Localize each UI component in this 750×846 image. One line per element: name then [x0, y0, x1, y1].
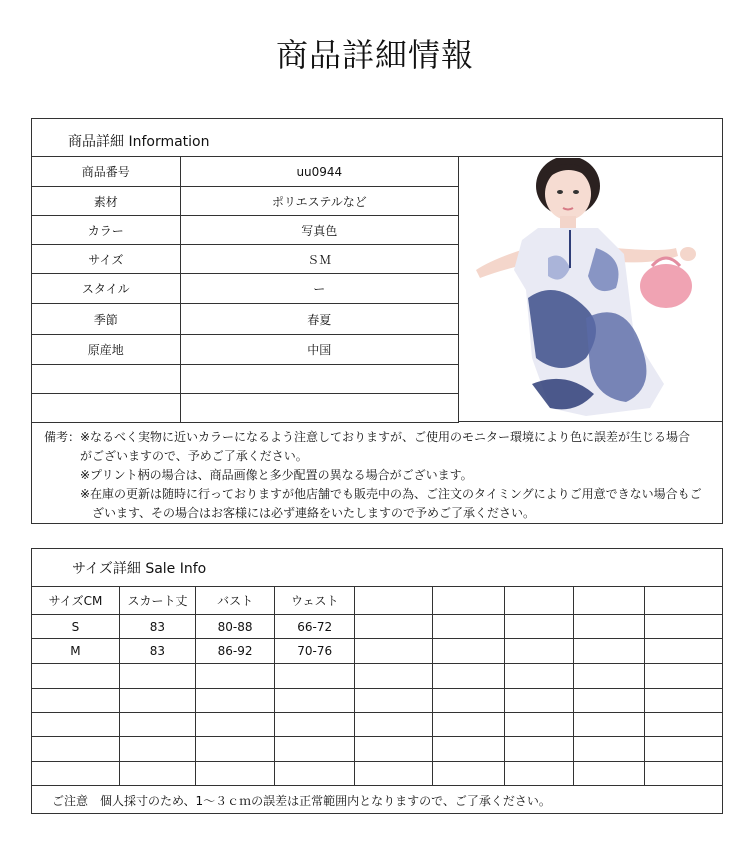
size-header-cell: バスト: [195, 587, 274, 615]
size-cell: [504, 713, 574, 737]
table-row: [32, 689, 723, 713]
size-note: ご注意 個人採寸のため、1～３ｃｍの誤差は正常範囲内となりますので、ご了承ください。: [52, 794, 551, 808]
page-title: 商品詳細情報: [275, 36, 474, 74]
detail-value: uu0944: [180, 157, 458, 187]
size-header-cell: [355, 587, 433, 615]
detail-label: スタイル: [32, 274, 181, 304]
size-table: [31, 586, 723, 786]
size-cell: [32, 762, 120, 786]
size-cell: [32, 664, 120, 689]
size-cell: [645, 762, 723, 786]
size-cell: [574, 762, 645, 786]
size-header-cell: スカート丈: [119, 587, 195, 615]
table-row: [32, 157, 459, 187]
size-cell: [433, 689, 505, 713]
detail-label: 原産地: [32, 335, 181, 365]
detail-value: [180, 365, 458, 394]
size-cell: [645, 713, 723, 737]
size-cell: [433, 737, 505, 762]
table-row: [32, 274, 459, 304]
size-cell: [645, 737, 723, 762]
size-cell: [574, 639, 645, 664]
table-row: [32, 664, 723, 689]
detail-value: ポリエステルなど: [180, 187, 458, 216]
size-cell: [355, 762, 433, 786]
size-header-cell: [433, 587, 505, 615]
size-cell: [275, 664, 355, 689]
size-cell: [195, 762, 274, 786]
size-cell: [355, 713, 433, 737]
size-cell: [504, 689, 574, 713]
size-cell: S: [32, 615, 120, 639]
size-cell: 80-88: [195, 615, 274, 639]
table-row: [32, 615, 723, 639]
size-cell: [504, 737, 574, 762]
size-cell: [32, 689, 120, 713]
size-cell: [504, 615, 574, 639]
size-heading: サイズ詳細 Sale Info: [72, 561, 207, 577]
table-row: [32, 737, 723, 762]
size-cell: [574, 713, 645, 737]
size-cell: [504, 762, 574, 786]
size-cell: [433, 762, 505, 786]
size-cell: [119, 713, 195, 737]
size-cell: [275, 737, 355, 762]
size-cell: [645, 639, 723, 664]
size-cell: 86-92: [195, 639, 274, 664]
size-header-cell: [504, 587, 574, 615]
size-cell: [32, 737, 120, 762]
detail-value: ＳＭ: [180, 245, 458, 274]
size-cell: [355, 615, 433, 639]
detail-value: ー: [180, 274, 458, 304]
note-line: ※プリント柄の場合は、商品画像と多少配置の異なる場合がございます。: [44, 468, 473, 482]
details-table: [31, 156, 459, 423]
size-cell: 83: [119, 639, 195, 664]
model-dress-illustration: [466, 158, 716, 418]
table-row: [32, 639, 723, 664]
size-cell: [119, 737, 195, 762]
size-cell: [275, 713, 355, 737]
size-cell: [119, 762, 195, 786]
size-header-row: [32, 587, 723, 615]
size-header-cell: サイズCM: [32, 587, 120, 615]
size-cell: [355, 639, 433, 664]
detail-label: 季節: [32, 304, 181, 335]
detail-label: カラー: [32, 216, 181, 245]
size-cell: [355, 689, 433, 713]
size-header-cell: ウェスト: [275, 587, 355, 615]
detail-value: 写真色: [180, 216, 458, 245]
detail-value: [180, 394, 458, 423]
table-row: [32, 245, 459, 274]
table-row: [32, 394, 459, 423]
size-cell: [195, 664, 274, 689]
table-row: [32, 187, 459, 216]
size-cell: 83: [119, 615, 195, 639]
size-header-cell: [574, 587, 645, 615]
detail-label: 素材: [32, 187, 181, 216]
size-cell: [504, 639, 574, 664]
detail-label: [32, 365, 181, 394]
table-row: [32, 304, 459, 335]
size-cell: [275, 762, 355, 786]
size-cell: [645, 689, 723, 713]
size-cell: [433, 713, 505, 737]
size-cell: [119, 689, 195, 713]
size-cell: [574, 664, 645, 689]
size-cell: [275, 689, 355, 713]
detail-label: サイズ: [32, 245, 181, 274]
detail-label: 商品番号: [32, 157, 181, 187]
size-cell: [645, 664, 723, 689]
detail-value: 春夏: [180, 304, 458, 335]
size-cell: [355, 737, 433, 762]
table-row: [32, 365, 459, 394]
size-cell: [355, 664, 433, 689]
size-cell: [504, 664, 574, 689]
size-cell: [195, 713, 274, 737]
size-cell: M: [32, 639, 120, 664]
size-cell: [574, 737, 645, 762]
size-cell: [433, 664, 505, 689]
table-row: [32, 335, 459, 365]
size-cell: [433, 639, 505, 664]
size-cell: [195, 689, 274, 713]
size-cell: [574, 615, 645, 639]
product-photo: [466, 158, 716, 418]
size-header-cell: [645, 587, 723, 615]
details-heading: 商品詳細 Information: [68, 134, 210, 150]
size-cell: [195, 737, 274, 762]
size-cell: [645, 615, 723, 639]
size-cell: [433, 615, 505, 639]
note-line: 備考：※なるべく実物に近いカラーになるよう注意しておりますが、ご使用のモニター環境により色に誤差が生じる場合: [44, 430, 691, 444]
size-cell: [32, 713, 120, 737]
detail-label: [32, 394, 181, 423]
table-row: [32, 762, 723, 786]
note-line: がございますので、予めご了承ください。: [44, 449, 308, 463]
size-cell: 70-76: [275, 639, 355, 664]
table-row: [32, 713, 723, 737]
detail-value: 中国: [180, 335, 458, 365]
note-line: ざいます、その場合はお客様には必ず連絡をいたしますので予めご了承ください。: [44, 506, 536, 520]
note-line: ※在庫の更新は随時に行っておりますが他店舗でも販売中の為、ご注文のタイミングによりご用意できない場合もご: [44, 487, 702, 501]
table-row: [32, 216, 459, 245]
size-cell: 66-72: [275, 615, 355, 639]
size-cell: [574, 689, 645, 713]
details-notes: [44, 428, 702, 523]
size-cell: [119, 664, 195, 689]
